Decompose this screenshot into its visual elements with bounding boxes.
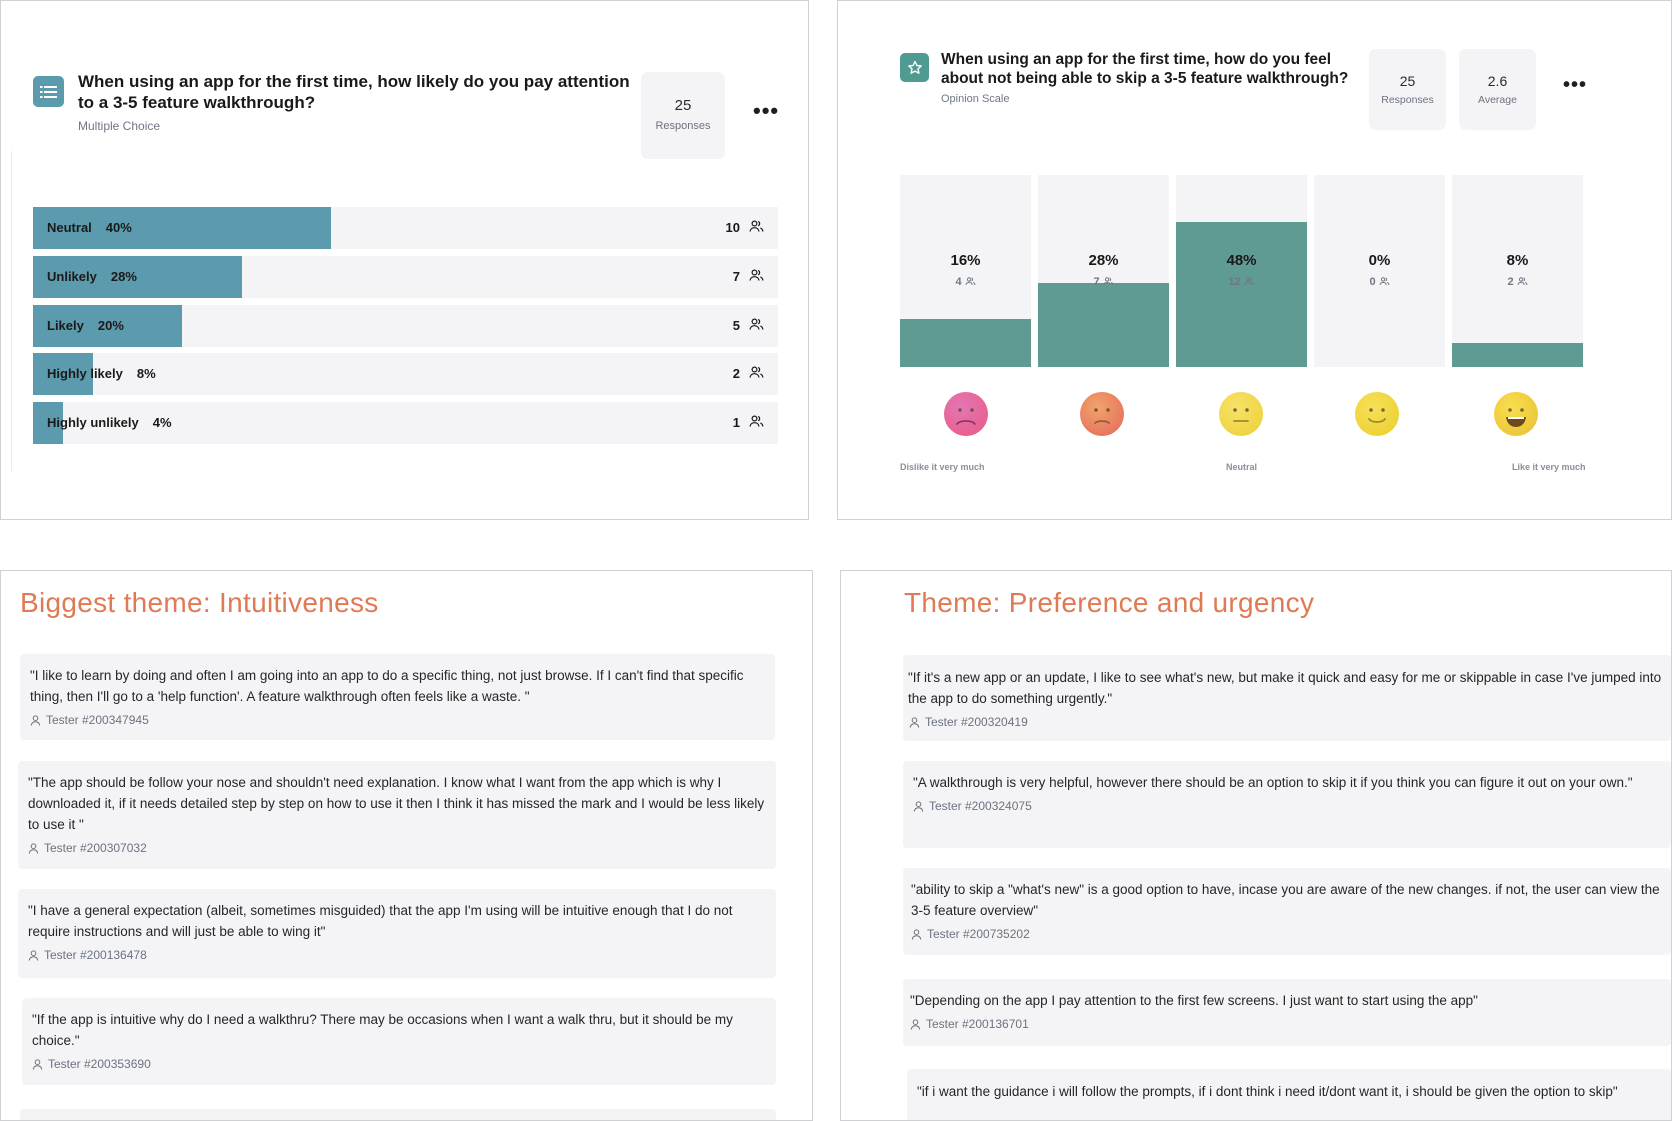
people-icon	[749, 366, 764, 384]
scale-count-value: 0	[1369, 276, 1376, 288]
quote-text: "I have a general expectation (albeit, sometimes misguided) that the app I'm using will be intuitive enough that I do not require instructions and will just be able to wing it"	[28, 903, 733, 939]
tester-label: Tester #200307032	[44, 841, 147, 855]
choice-percent: 20%	[97, 318, 124, 333]
choice-count: 7	[732, 269, 740, 284]
scale-mid-label: Neutral	[1226, 462, 1258, 472]
quote-text: "A walkthrough is very helpful, however there should be an option to skip it if you think you can figure it out on your own."	[913, 775, 1633, 790]
scale-bar	[900, 319, 1031, 367]
choice-label	[47, 366, 156, 381]
quote-card	[903, 761, 1671, 848]
tester-label: Tester #200347945	[46, 713, 149, 727]
scale-column	[1314, 175, 1445, 367]
tester-id	[32, 1057, 766, 1071]
person-icon	[909, 717, 920, 728]
person-icon	[911, 929, 922, 940]
tester-id	[28, 841, 766, 855]
choice-row	[33, 402, 778, 444]
theme-card-preference-urgency	[840, 570, 1672, 1121]
choice-label	[47, 269, 137, 284]
very-sad-face-icon	[943, 391, 989, 437]
more-options-button[interactable]: •••	[753, 98, 780, 123]
people-icon	[1244, 277, 1255, 289]
quote-card	[20, 1109, 776, 1121]
divider	[11, 151, 12, 471]
choice-percent: 28%	[110, 269, 137, 284]
scale-column	[1176, 175, 1307, 367]
scale-right-label: Like it very much	[1512, 462, 1586, 472]
people-icon	[749, 220, 764, 238]
people-icon	[749, 318, 764, 336]
choice-text: Likely	[47, 318, 84, 333]
tester-label: Tester #200324075	[929, 799, 1032, 813]
scale-column	[900, 175, 1031, 367]
scale-bar	[1038, 283, 1169, 367]
average-label: Average	[1478, 94, 1517, 106]
quote-card	[907, 1069, 1671, 1121]
question-type: Opinion Scale	[941, 93, 1010, 105]
scale-bar	[1176, 222, 1307, 367]
scale-count-value: 4	[955, 276, 962, 288]
tester-id	[909, 715, 1666, 729]
scale-left-label: Dislike it very much	[900, 462, 985, 472]
question-title: When using an app for the first time, how do you feel about not being able to skip a 3-5 feature walkthrough?	[941, 51, 1349, 87]
person-icon	[913, 801, 924, 812]
quote-text: "if i want the guidance i will follow the prompts, if i dont think i need it/dont want it, i should be given the option to skip"	[917, 1084, 1618, 1099]
choice-count: 2	[732, 366, 740, 381]
quote-card	[903, 868, 1671, 955]
quote-text: "I like to learn by doing and often I am going into an app to do a specific thing, not just browse. If I can't find that specific thing, then I'll go to a 'help function'. A feature walkthrough often feels like a waste. "	[30, 668, 744, 704]
responses-count: 25	[1399, 73, 1416, 89]
quote-text: "ability to skip a "what's new" is a good option to have, incase you are aware of the new changes. if not, the user can view the 3-5 feature overview"	[911, 882, 1660, 918]
neutral-face-icon	[1218, 391, 1264, 437]
people-icon	[965, 277, 976, 289]
tester-label: Tester #200136701	[926, 1017, 1029, 1031]
list-icon	[33, 76, 64, 107]
choice-count: 10	[725, 220, 740, 235]
choice-label	[47, 318, 124, 333]
people-icon	[749, 269, 764, 287]
scale-count-value: 2	[1507, 276, 1514, 288]
tester-label: Tester #200735202	[927, 927, 1030, 941]
person-icon	[28, 843, 39, 854]
scale-percent: 8%	[1506, 252, 1529, 269]
multiple-choice-results-card	[0, 0, 809, 520]
quote-card	[903, 655, 1671, 741]
sad-face-icon	[1079, 391, 1125, 437]
question-title: When using an app for the first time, how likely do you pay attention to a 3-5 feature walkthrough?	[78, 72, 630, 112]
choice-row	[33, 256, 778, 298]
scale-percent: 0%	[1368, 252, 1391, 269]
choice-percent: 40%	[105, 220, 132, 235]
choice-text: Unlikely	[47, 269, 97, 284]
responses-stat	[641, 72, 725, 159]
average-stat	[1459, 49, 1536, 130]
scale-count	[1176, 276, 1307, 289]
star-icon	[900, 53, 929, 82]
people-icon	[749, 415, 764, 433]
average-value: 2.6	[1487, 73, 1508, 89]
scale-bar	[1452, 343, 1583, 367]
scale-count	[1314, 276, 1445, 289]
tester-id	[910, 1017, 1664, 1031]
scale-column	[1452, 175, 1583, 367]
tester-label: Tester #200136478	[44, 948, 147, 962]
scale-percent: 16%	[950, 252, 981, 269]
responses-label: Responses	[655, 120, 711, 132]
tester-label: Tester #200353690	[48, 1057, 151, 1071]
quote-text: "If the app is intuitive why do I need a walkthru? There may be occasions when I want a walk thru, but it should be my choice."	[32, 1012, 733, 1048]
choice-row	[33, 353, 778, 395]
choice-row	[33, 207, 778, 249]
more-options-button[interactable]: •••	[1563, 74, 1588, 96]
person-icon	[32, 1059, 43, 1070]
choice-percent: 4%	[152, 415, 172, 430]
tester-id	[911, 927, 1663, 941]
tester-label: Tester #200320419	[925, 715, 1028, 729]
choice-text: Neutral	[47, 220, 92, 235]
theme-title: Theme: Preference and urgency	[904, 587, 1315, 618]
quote-card	[903, 979, 1671, 1046]
quote-text: "The app should be follow your nose and shouldn't need explanation. I know what I want from the app which is why I downloaded it, if it needs detailed step by step on how to use it then I think it has missed the mark and I would be less likely to use it "	[28, 775, 765, 832]
choice-label	[47, 415, 172, 430]
theme-card-intuitiveness	[0, 570, 813, 1121]
quote-card	[18, 889, 776, 978]
tester-id	[30, 713, 765, 727]
scale-count-value: 12	[1228, 276, 1241, 288]
tester-id	[28, 948, 766, 962]
tester-id	[913, 799, 1661, 813]
choice-text: Highly unlikely	[47, 415, 139, 430]
scale-count-value: 7	[1093, 276, 1100, 288]
people-icon	[1517, 277, 1528, 289]
responses-stat	[1369, 49, 1446, 130]
quote-card	[22, 998, 776, 1085]
scale-count	[900, 276, 1031, 289]
responses-count: 25	[674, 97, 692, 114]
choice-count: 5	[732, 318, 740, 333]
scale-column	[1038, 175, 1169, 367]
opinion-scale-results-card	[837, 0, 1672, 520]
quote-text: "Depending on the app I pay attention to the first few screens. I just want to start using the app"	[910, 993, 1478, 1008]
quote-text: "If it's a new app or an update, I like to see what's new, but make it quick and easy for me or skippable in case I've jumped into the app to do something urgently."	[908, 670, 1662, 706]
choice-percent: 8%	[136, 366, 156, 381]
people-icon	[1379, 277, 1390, 289]
question-type: Multiple Choice	[78, 119, 161, 133]
scale-percent: 48%	[1226, 252, 1257, 269]
choice-row	[33, 305, 778, 347]
choice-text: Highly likely	[47, 366, 123, 381]
quote-card	[20, 654, 775, 740]
scale-count	[1038, 276, 1169, 289]
choice-label	[47, 220, 132, 235]
choice-count: 1	[732, 415, 740, 430]
people-icon	[1103, 277, 1114, 289]
scale-percent: 28%	[1088, 252, 1119, 269]
theme-title: Biggest theme: Intuitiveness	[20, 587, 379, 618]
person-icon	[30, 715, 41, 726]
person-icon	[28, 950, 39, 961]
responses-label: Responses	[1381, 94, 1434, 106]
smile-face-icon	[1354, 391, 1400, 437]
scale-count	[1452, 276, 1583, 289]
big-smile-face-icon	[1493, 391, 1539, 437]
person-icon	[910, 1019, 921, 1030]
quote-card	[18, 761, 776, 869]
